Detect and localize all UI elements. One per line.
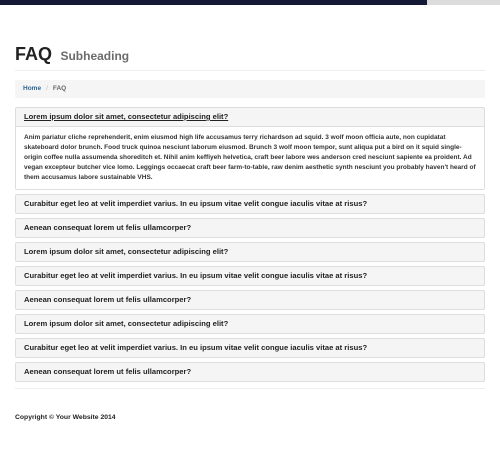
breadcrumb-separator: / xyxy=(46,85,48,92)
breadcrumb-current: FAQ xyxy=(52,85,67,92)
faq-accordion xyxy=(15,107,485,386)
faq-question-toggle[interactable]: Lorem ipsum dolor sit amet, consectetur adipiscing elit? xyxy=(16,108,484,127)
faq-panel xyxy=(15,242,485,262)
footer-divider xyxy=(15,388,485,389)
faq-panel xyxy=(15,314,485,334)
faq-question-toggle[interactable]: Aenean consequat lorem ut felis ullamcorper? xyxy=(24,367,192,376)
navbar xyxy=(0,0,500,5)
faq-question-toggle[interactable]: Lorem ipsum dolor sit amet, consectetur adipiscing elit? xyxy=(24,247,229,256)
faq-panel xyxy=(15,194,485,214)
page-subtitle: Subheading xyxy=(60,49,130,63)
page-title: FAQ xyxy=(15,44,53,64)
breadcrumb-home-link[interactable]: Home xyxy=(23,85,42,92)
faq-question-toggle[interactable]: Aenean consequat lorem ut felis ullamcorper? xyxy=(24,223,192,232)
faq-panel xyxy=(15,290,485,310)
faq-panel xyxy=(15,107,485,190)
faq-question-toggle[interactable]: Aenean consequat lorem ut felis ullamcorper? xyxy=(24,295,192,304)
breadcrumb xyxy=(15,80,485,98)
faq-panel xyxy=(15,266,485,286)
faq-panel xyxy=(15,338,485,358)
faq-panel xyxy=(15,362,485,382)
page-header xyxy=(15,44,485,71)
faq-question-toggle[interactable]: Curabitur eget leo at velit imperdiet varius. In eu ipsum vitae velit congue iaculis vitae at risus? xyxy=(24,343,368,352)
faq-question-toggle[interactable]: Curabitur eget leo at velit imperdiet varius. In eu ipsum vitae velit congue iaculis vitae at risus? xyxy=(24,199,368,208)
footer-copyright: Copyright © Your Website 2014 xyxy=(15,414,116,421)
navbar-active-tab[interactable] xyxy=(427,0,500,5)
faq-question-toggle[interactable]: Curabitur eget leo at velit imperdiet varius. In eu ipsum vitae velit congue iaculis vitae at risus? xyxy=(24,271,368,280)
faq-answer: Anim pariatur cliche reprehenderit, enim eiusmod high life accusamus terry richardson ad squid. 3 wolf moon officia aute, non cupidatat skateboard dolor brunch. Food truck quinoa nesciunt laborum eiusmod. Brunch 3 wolf moon tempor, sunt aliqua put a bird on it squid single-origin coffee nulla assumenda shoreditch et. Nihil anim keffiyeh helvetica, craft beer labore wes anderson cred nesciunt sapiente ea proident. Ad vegan excepteur butcher vice lomo. Leggings occaecat craft beer farm-to-table, raw denim aesthetic synth nesciunt you probably haven't heard of them accusamus labore sustainable VHS. xyxy=(16,127,484,189)
faq-panel xyxy=(15,218,485,238)
faq-question-toggle[interactable]: Lorem ipsum dolor sit amet, consectetur adipiscing elit? xyxy=(24,319,229,328)
